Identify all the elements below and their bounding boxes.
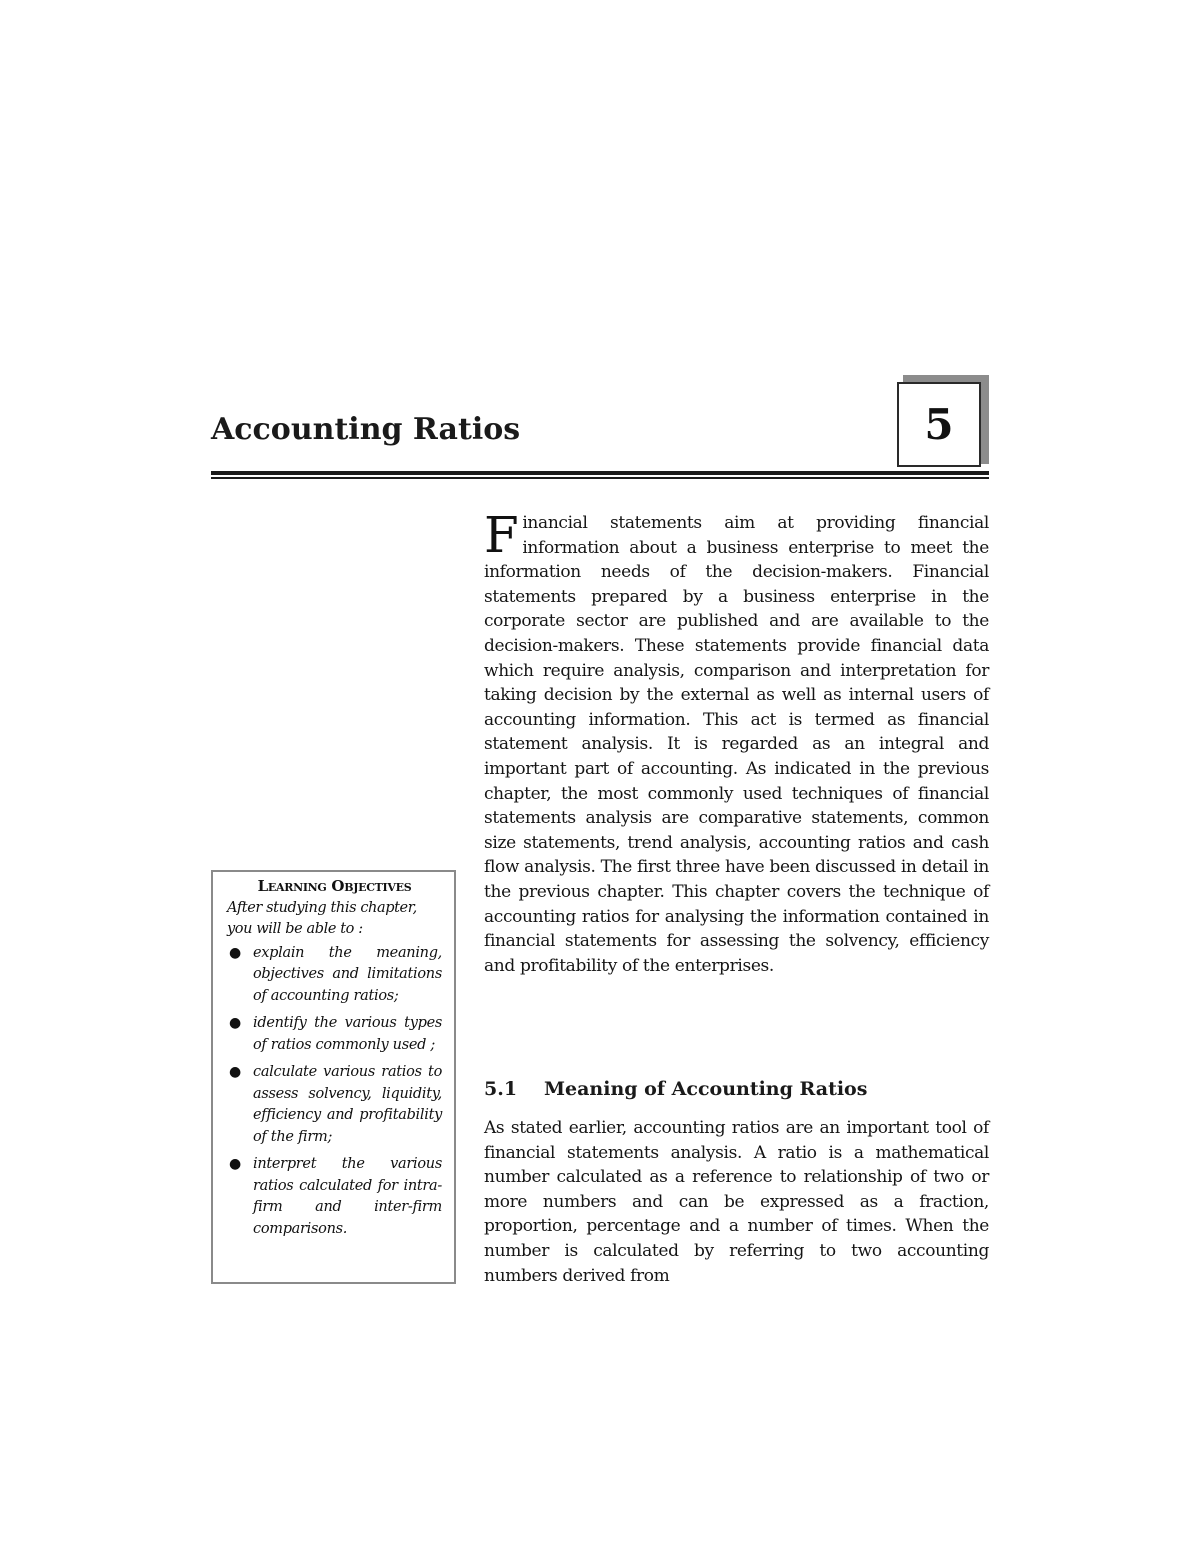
section-title: Meaning of Accounting Ratios [544,1078,868,1100]
learning-objectives-intro: After studying this chapter, you will be able to : [227,899,417,937]
objective-item [227,943,442,1008]
objective-text: identify the various types of ratios commonly used ; [253,1015,442,1053]
objective-text: explain the meaning, objectives and limitations of accounting ratios; [253,944,442,1004]
bullet-icon: ● [229,1015,241,1031]
dropcap: F [484,506,519,564]
objective-item [227,1062,442,1148]
objective-text: calculate various ratios to assess solvency, liquidity, efficiency and profitability of the firm; [253,1064,442,1145]
objective-item [227,1013,442,1056]
section-heading [484,1078,989,1100]
intro-paragraph [484,506,990,978]
bullet-icon: ● [229,1156,241,1172]
title-rule-thin [211,477,989,479]
learning-objectives-heading: Learning Objectives [257,877,412,895]
chapter-title: Accounting Ratios [211,412,521,447]
section-paragraph: As stated earlier, accounting ratios are an important tool of financial statements analysis. A ratio is a mathematical number calculated as a reference to relationship of two or more numbers and can be expressed as a fraction, proportion, percentage and a number of times. When the number is calculated by referring to two accounting numbers derived from [484,1118,989,1286]
bullet-icon: ● [229,1064,241,1080]
objective-item [227,1154,442,1240]
bullet-icon: ● [229,944,241,961]
learning-objectives-box [211,870,456,1284]
learning-objectives-list [227,943,442,1241]
objective-text: interpret the various ratios calculated for intra-firm and inter-firm comparisons. [253,1156,442,1237]
intro-text: inancial statements aim at providing financial information about a business enterprise to meet the information needs of the decision-makers. Financial statements prepared by a business enterprise in the corporate sector are published and are available to the decision-makers. These statements provide financial data which require analysis, comparison and interpretation for taking decision by the external as well as internal users of accounting information. This act is termed as financial statement analysis. It is regarded as an integral and important part of accounting. As indicated in the previous chapter, the most commonly used techniques of financial statements analysis are comparative statements, common size statements, trend analysis, accounting ratios and cash flow analysis. The first three have been discussed in detail in the previous chapter. This chapter covers the technique of accounting ratios for analysing the information contained in financial statements for assessing the solvency, efficiency and profitability of the enterprises. [484,513,990,976]
title-rule-thick [211,471,989,475]
section-number: 5.1 [484,1078,518,1100]
chapter-number-box: 5 [897,382,981,467]
